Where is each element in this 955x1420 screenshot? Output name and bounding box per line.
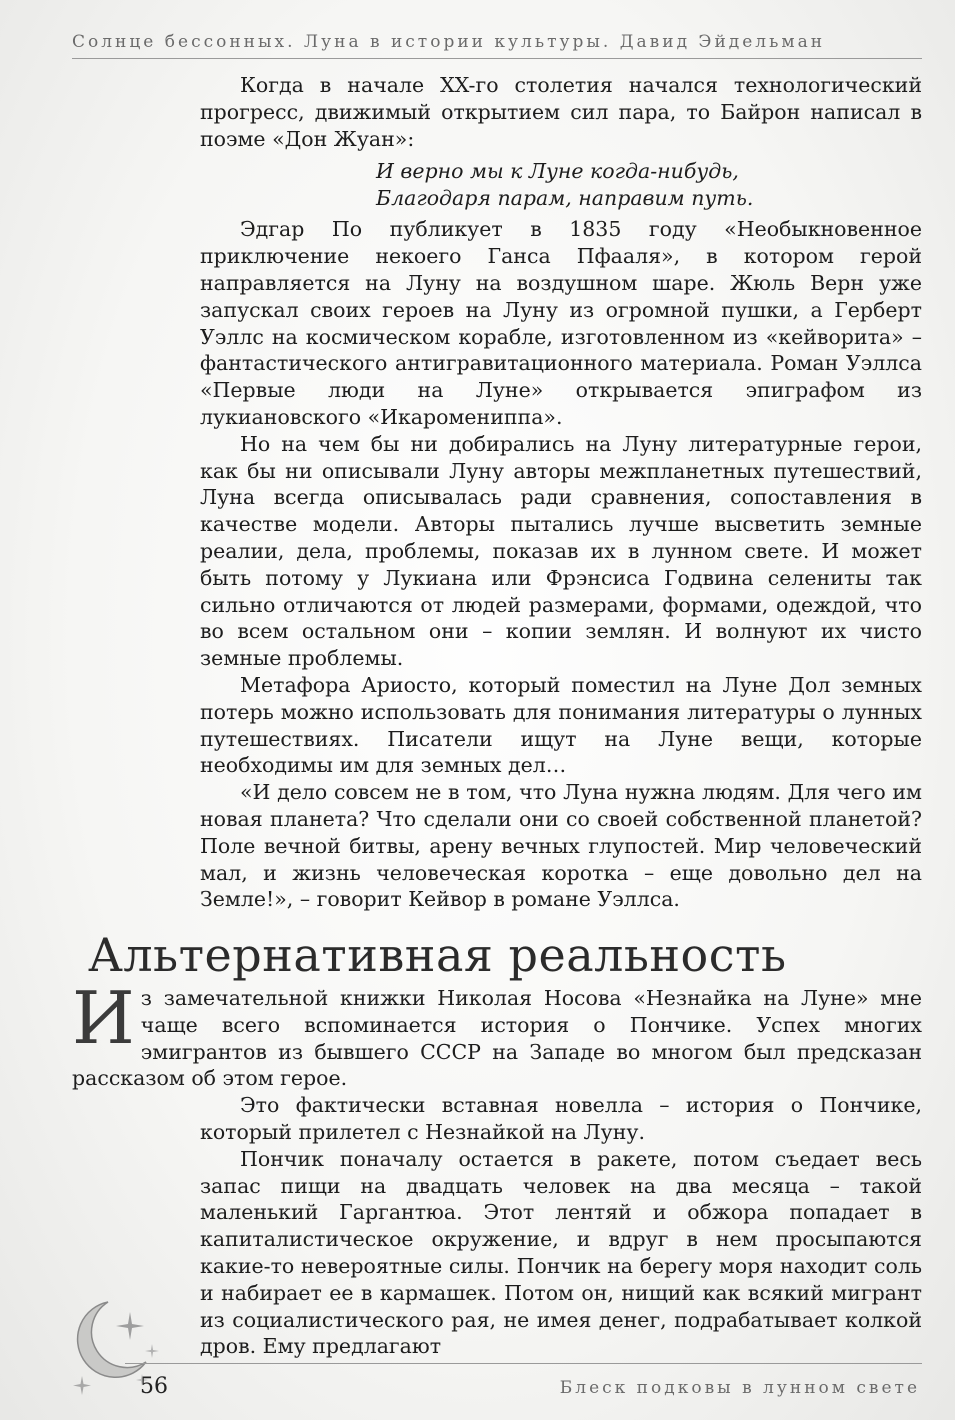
header-rule <box>72 58 922 59</box>
paragraph: Это фактически вставная новелла – история о Пончике, который прилетел с Незнайкой на Луну. <box>200 1093 922 1144</box>
lead-paragraph <box>72 976 922 1092</box>
verse-line: И верно мы к Луне когда-нибудь, <box>376 159 739 184</box>
paragraph: Но на чем бы ни добирались на Луну литературные герои, как бы ни описывали Луну авторы межпланетных путешествий, Луна всегда описывалась ради сравнения, сопоставления в качестве модели. Авторы пытались лучше высветить земные реалии, дела, проблемы, показав их в лунном свете. И может быть потому у Лукиана или Фрэнсиса Годвина селениты так сильно отличаются от людей размерами, формами, одеждой, что во всем остальном они – копии землян. И волнуют их чисто земные проблемы. <box>200 431 922 671</box>
paragraph: Пончик поначалу остается в ракете, потом съедает весь запас пищи на двадцать человек на два месяца – такой маленький Гаргантюа. Этот лентяй и обжора попадает в капиталистическое окружение, и вдруг в нем просыпаются какие-то невероятные силы. Пончик на берегу моря находит соль и набирает ее в кармашек. Потом он, нищий как всякий мигрант из социалистического рая, не имея денег, подрабатывает колкой дров. Ему предлагают <box>200 1146 922 1359</box>
running-head: Солнце бессонных. Луна в истории культуры. Давид Эйдельман <box>72 32 826 52</box>
lead-text: з замечательной книжки Николая Носова «Незнайка на Луне» мне чаще всего вспоминается история о Пончике. Успех многих эмигрантов из бывшего СССР на Западе во многом был предсказан рассказом об этом герое. <box>72 986 922 1091</box>
drop-cap: И <box>72 976 135 1060</box>
paragraph: Эдгар По публикует в 1835 году «Необыкновенное приключение некоего Ганса Пфааля», в котором герой направляется на Луну на воздушном шаре. Жюль Верн уже запускал своих героев на Луну из огромной пушки, а Герберт Уэллс на космическом корабле, изготовленном из «кейворита» – фантастического антигравитационного материала. Роман Уэллса «Первые люди на Луне» открывается эпиграфом из лукиановского «Икаромениппа». <box>200 217 922 429</box>
running-foot: Блеск подковы в лунном свете <box>559 1378 920 1398</box>
paragraph: Когда в начале XX-го столетия начался технологический прогресс, движимый открытием сил пара, то Байрон написал в поэме «Дон Жуан»: <box>200 73 922 151</box>
page-number: 56 <box>140 1374 168 1399</box>
paragraph: «И дело совсем не в том, что Луна нужна людям. Для чего им новая планета? Что сделали они со своей собственной планетой? Поле вечной битвы, арену вечных глупостей. Мир человеческий мал, и жизнь человеческая коротка – еще довольно дел на Земле!», – говорит Кейвор в романе Уэллса. <box>200 780 922 912</box>
paragraph: Метафора Ариосто, который поместил на Луне Дол земных потерь можно использовать для понимания литературы о лунных путешествиях. Писатели ищут на Луне вещи, которые необходимы им для земных дел… <box>200 672 922 778</box>
footer-rule <box>125 1363 922 1364</box>
main-text <box>200 72 922 913</box>
section-title: Альтернативная реальность <box>88 928 787 982</box>
verse-quote <box>376 158 922 212</box>
section-text <box>72 976 922 1360</box>
verse-line: Благодаря парам, направим путь. <box>376 186 754 211</box>
